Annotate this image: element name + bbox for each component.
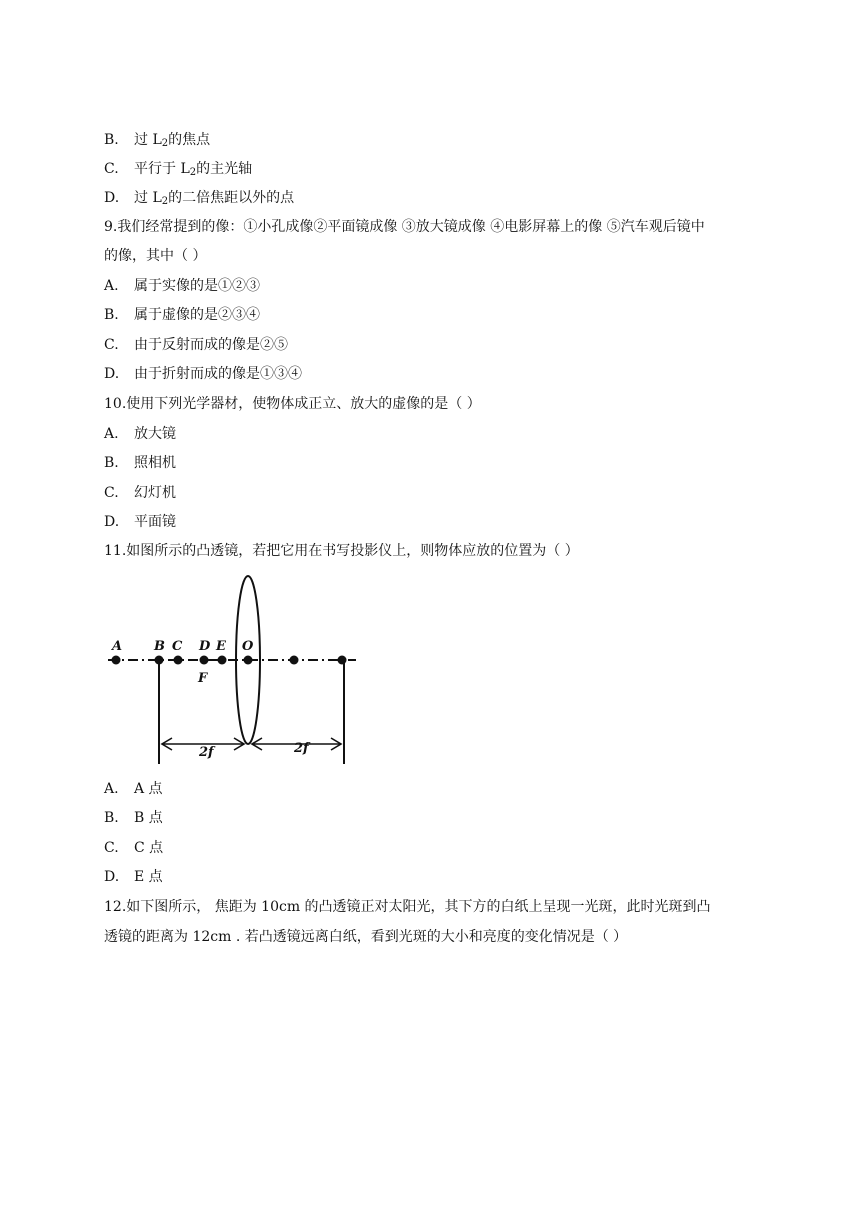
label-b: B (154, 639, 165, 654)
option-text: 平面镜 (134, 514, 176, 530)
option-text: 照相机 (134, 455, 176, 471)
q8-option-d (104, 188, 294, 212)
option-text: A 点 (134, 781, 163, 797)
option-letter: C. (104, 337, 119, 353)
option-letter: B. (104, 455, 119, 471)
q11-option-c (104, 838, 163, 858)
option-text: 由于折射而成的像是①③④ (134, 366, 302, 382)
option-text-post: 的二倍焦距以外的点 (168, 190, 295, 206)
option-text: 属于虚像的是②③④ (134, 307, 260, 323)
q9-option-a (104, 276, 260, 296)
option-letter: B. (104, 132, 119, 148)
label-f: F (198, 671, 208, 686)
label-e: E (216, 639, 226, 654)
q11-option-b (104, 808, 163, 828)
option-text: 由于反射而成的像是②⑤ (134, 337, 288, 353)
option-text: 属于实像的是①②③ (134, 278, 260, 294)
option-letter: A. (104, 426, 119, 442)
option-text-post: 的主光轴 (196, 161, 253, 177)
option-text-pre: 平行于 L (134, 161, 190, 177)
point-c (174, 656, 183, 665)
option-letter: B. (104, 810, 119, 826)
option-text: E 点 (134, 869, 163, 885)
q9-option-c (104, 335, 288, 355)
option-letter: B. (104, 307, 119, 323)
label-a: A (112, 639, 123, 654)
q11-stem: 11.如图所示的凸透镜，若把它用在书写投影仪上，则物体应放的位置为（ ） (104, 543, 579, 559)
label-d: D (199, 639, 211, 654)
q11-option-d (104, 867, 163, 887)
option-letter: D. (104, 869, 120, 885)
option-text: 幻灯机 (134, 485, 176, 501)
option-text-sub: 2 (161, 138, 169, 149)
option-letter: C. (104, 161, 119, 177)
q9-stem-line1: 9.我们经常提到的像：①小孔成像②平面镜成像 ③放大镜成像 ④电影屏幕上的像 ⑤汽车观后镜中 (104, 219, 705, 235)
option-letter: A. (104, 278, 119, 294)
q11-option-a (104, 779, 163, 799)
option-text-post: 的焦点 (168, 132, 211, 148)
option-text-pre: 过 L (134, 190, 162, 206)
q12-stem-line1: 12.如下图所示， 焦距为 10cm 的凸透镜正对太阳光，其下方的白纸上呈现一光斑，此时光斑到凸 (104, 899, 711, 915)
label-left-2f: 2f (199, 745, 214, 760)
q10-stem: 10.使用下列光学器材，使物体成正立、放大的虚像的是（ ） (104, 396, 481, 412)
point-o (244, 656, 253, 665)
point-right-2f (338, 656, 347, 665)
point-e (218, 656, 227, 665)
option-text-sub: 2 (161, 196, 169, 207)
option-letter: C. (104, 840, 119, 856)
q9-option-d (104, 364, 302, 384)
option-letter: D. (104, 190, 120, 206)
option-text: C 点 (134, 840, 164, 856)
option-letter: A. (104, 781, 119, 797)
q9-stem-line2: 的像，其中（ ） (104, 248, 207, 264)
q12-stem-line2: 透镜的距离为 12cm . 若凸透镜远离白纸，看到光斑的大小和亮度的变化情况是（ ） (104, 929, 628, 945)
option-text: 放大镜 (134, 426, 176, 442)
option-text-sub: 2 (189, 167, 197, 178)
option-letter: D. (104, 514, 120, 530)
q9-option-b (104, 305, 260, 325)
q8-option-b (104, 130, 210, 154)
label-right-2f: 2f (294, 741, 309, 756)
q10-option-d (104, 512, 176, 532)
q10-option-c (104, 483, 176, 503)
q8-option-c (104, 159, 252, 183)
q10-option-a (104, 424, 176, 444)
label-o: O (242, 639, 254, 654)
option-text: B 点 (134, 810, 163, 826)
point-right-f (290, 656, 299, 665)
option-letter: D. (104, 366, 120, 382)
label-c: C (172, 639, 183, 654)
option-text-pre: 过 L (134, 132, 162, 148)
point-a (112, 656, 121, 665)
option-letter: C. (104, 485, 119, 501)
point-d (200, 656, 209, 665)
q10-option-b (104, 453, 176, 473)
convex-lens-diagram (104, 574, 364, 774)
